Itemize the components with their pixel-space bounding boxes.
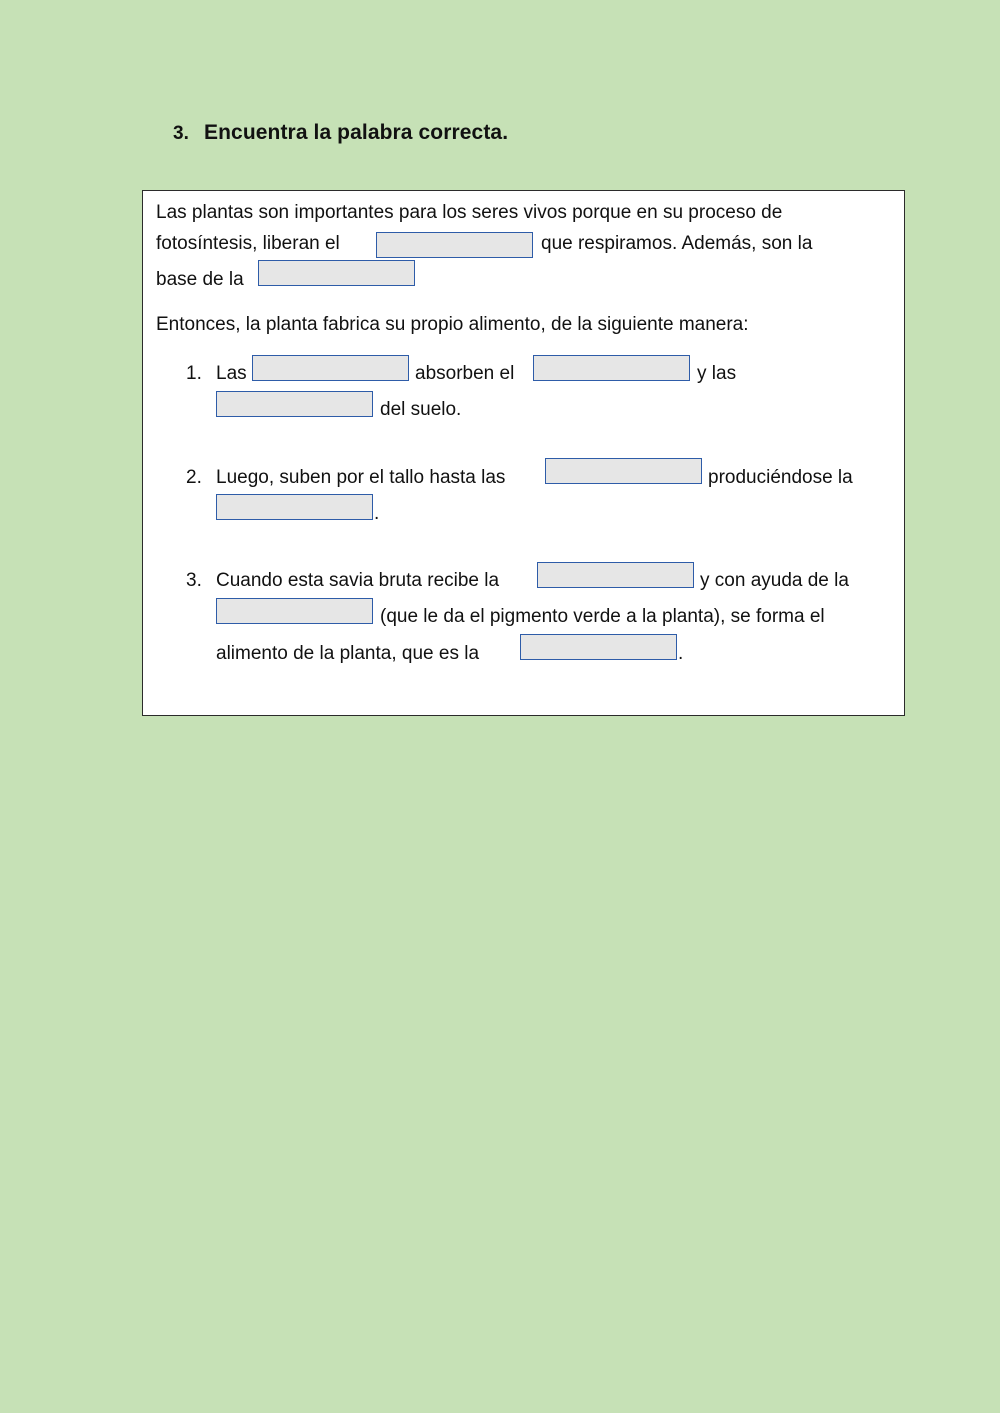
blank-minerals[interactable] [216, 391, 373, 417]
item-2-text-c: . [374, 503, 380, 524]
exercise-heading [173, 121, 508, 146]
item-2-text-a: Luego, suben por el tallo hasta las [216, 467, 506, 488]
blank-chlorophyll[interactable] [216, 598, 373, 624]
item-3-text-c: (que le da el pigmento verde a la planta), se forma el [380, 606, 825, 627]
intro-line-2-start: fotosíntesis, liberan el [156, 233, 340, 254]
blank-food-chain[interactable] [258, 260, 415, 286]
exercise-number: 3. [173, 123, 190, 144]
item-1-number: 1. [186, 363, 202, 384]
entonces-sentence: Entonces, la planta fabrica su propio alimento, de la siguiente manera: [156, 314, 749, 335]
item-1-text-c: y las [697, 363, 737, 384]
item-3-text-a: Cuando esta savia bruta recibe la [216, 570, 500, 591]
item-3-text-b: y con ayuda de la [700, 570, 849, 591]
item-3-text-d: alimento de la planta, que es la [216, 643, 480, 664]
exercise-title: Encuentra la palabra correcta. [204, 121, 509, 144]
intro-line-1: Las plantas son importantes para los seres vivos porque en su proceso de [156, 202, 783, 223]
blank-light[interactable] [537, 562, 694, 588]
item-1-text-b: absorben el [415, 363, 515, 384]
blank-leaves[interactable] [545, 458, 702, 484]
intro-line-3: base de la [156, 269, 244, 290]
item-1-text-d: del suelo. [380, 399, 462, 420]
blank-elaborated-sap[interactable] [520, 634, 677, 660]
blank-water[interactable] [533, 355, 690, 381]
item-3-number: 3. [186, 570, 202, 591]
item-2-number: 2. [186, 467, 202, 488]
item-3-text-e: . [678, 643, 684, 664]
intro-line-2-end: que respiramos. Además, son la [541, 233, 813, 254]
blank-roots[interactable] [252, 355, 409, 381]
blank-raw-sap[interactable] [216, 494, 373, 520]
item-1-text-a: Las [216, 363, 247, 384]
exercise-panel [142, 190, 905, 716]
item-2-text-b: produciéndose la [708, 467, 853, 488]
blank-oxygen[interactable] [376, 232, 533, 258]
